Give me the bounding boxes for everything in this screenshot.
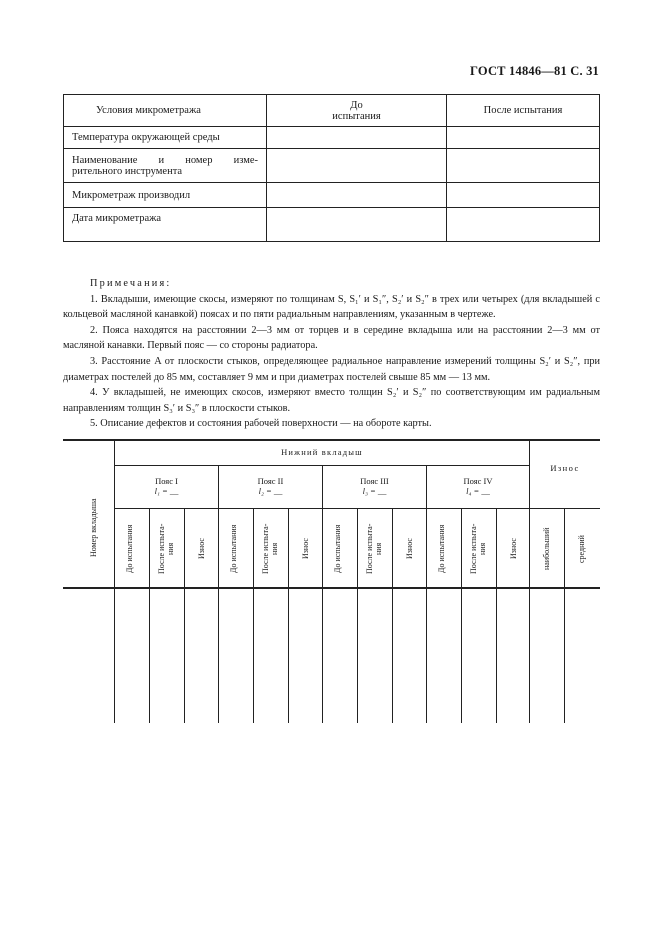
belt-3-before: До испытания [333, 524, 342, 574]
belt-4-header [427, 476, 529, 496]
belt-4-before: До испытания [437, 524, 446, 574]
belt-2-wear: Износ [301, 538, 310, 560]
belt-1-before: До испытания [125, 524, 134, 574]
cell-date-before[interactable] [267, 208, 447, 242]
belt-3-header [323, 476, 426, 496]
page-header: ГОСТ 14846—81 С. 31 [470, 64, 599, 78]
belt-1-distance: l₁ = __ [154, 486, 179, 496]
micrometry-conditions-table [63, 94, 600, 242]
belt-4-wear: Износ [509, 538, 518, 560]
belt-1-header [115, 476, 218, 496]
belt-4-name: Пояс IV [463, 476, 493, 486]
note-2: 2. Пояса находятся на расстоянии 2—3 мм от торцев и в середине вкладыша или на расстоянии 2—3 мм от масляной канавки. Первый пояс — со стороны радиатора. [63, 324, 600, 352]
lower-liner-wear-table [63, 439, 600, 723]
belt-1-after: После испыта- ния [157, 523, 175, 575]
cell-performer-after[interactable] [447, 183, 600, 208]
belt-2-after: После испыта- ния [261, 523, 279, 575]
belt-3-name: Пояс III [360, 476, 389, 486]
row-instrument-line1: Наименование и номер изме- [72, 154, 258, 166]
belt-4-distance: l₄ = __ [466, 486, 490, 496]
wear-max: наибольший [542, 527, 551, 571]
belt-1-name: Пояс I [155, 476, 178, 486]
cell-temperature-after[interactable] [447, 127, 600, 149]
cell-instrument-after[interactable] [447, 149, 600, 183]
belt-3-after: После испыта- ния [365, 523, 383, 575]
cell-date-after[interactable] [447, 208, 600, 242]
wear-avg: средний [577, 535, 586, 563]
col-before-line2: испытания [332, 110, 381, 122]
notes-section [63, 276, 600, 432]
row-performer-label: Микрометраж производил [64, 183, 267, 208]
note-4: 4. У вкладышей, не имеющих скосов, измеряют вместо толщин S₂′ и S₂″ по соответствующим им радиальным направлениям толщин S₃′ и S₃″ в плоскости стыков. [63, 387, 600, 414]
notes-title: Примечания: [90, 278, 172, 289]
belt-3-wear: Износ [405, 538, 414, 560]
note-5: 5. Описание дефектов и состояния рабочей поверхности — на обороте карты. [90, 418, 432, 430]
row-date-label: Дата микрометража [64, 208, 267, 242]
belt-2-name: Пояс II [257, 476, 284, 486]
cell-instrument-before[interactable] [267, 149, 447, 183]
col-before-line1: До [350, 99, 363, 111]
cell-temperature-before[interactable] [267, 127, 447, 149]
col-before-header [267, 95, 447, 127]
row-instrument-line2: рительного инструмента [72, 165, 183, 177]
belt-2-before: До испытания [229, 524, 238, 574]
belt-2-distance: l₂ = __ [258, 486, 283, 496]
lower-liner-header: Нижний вкладыш [281, 447, 363, 457]
col-after-header: После испытания [447, 95, 600, 127]
row-instrument-label [64, 149, 267, 183]
col-conditions-header: Условия микрометража [64, 95, 267, 127]
row-temperature-label: Температура окружающей среды [64, 127, 267, 149]
belt-2-header [219, 476, 322, 496]
note-1: 1. Вкладыши, имеющие скосы, измеряют по толщинам S, S₁′ и S₁″, S₂′ и S₂″ в трех или четырех (для вкладышей с кольцевой масляной канавкой) поясах и по пяти радиальным направлениям, указанным в чертеже. [63, 293, 600, 321]
col-liner-number: Номер вкладыша [89, 498, 98, 558]
cell-performer-before[interactable] [267, 183, 447, 208]
wear-header: Износ [550, 463, 580, 473]
belt-3-distance: l₃ = __ [362, 486, 387, 496]
note-3: 3. Расстояние A от плоскости стыков, определяющее радиальное направление измерений толщины S₂′ и S₂″, при диаметрах постелей до 85 мм, составляет 9 мм и при диаметрах постелей свыше 85 мм — 13 мм. [63, 355, 600, 383]
belt-1-wear: Износ [197, 538, 206, 560]
belt-4-after: После испыта- ния [469, 523, 487, 575]
